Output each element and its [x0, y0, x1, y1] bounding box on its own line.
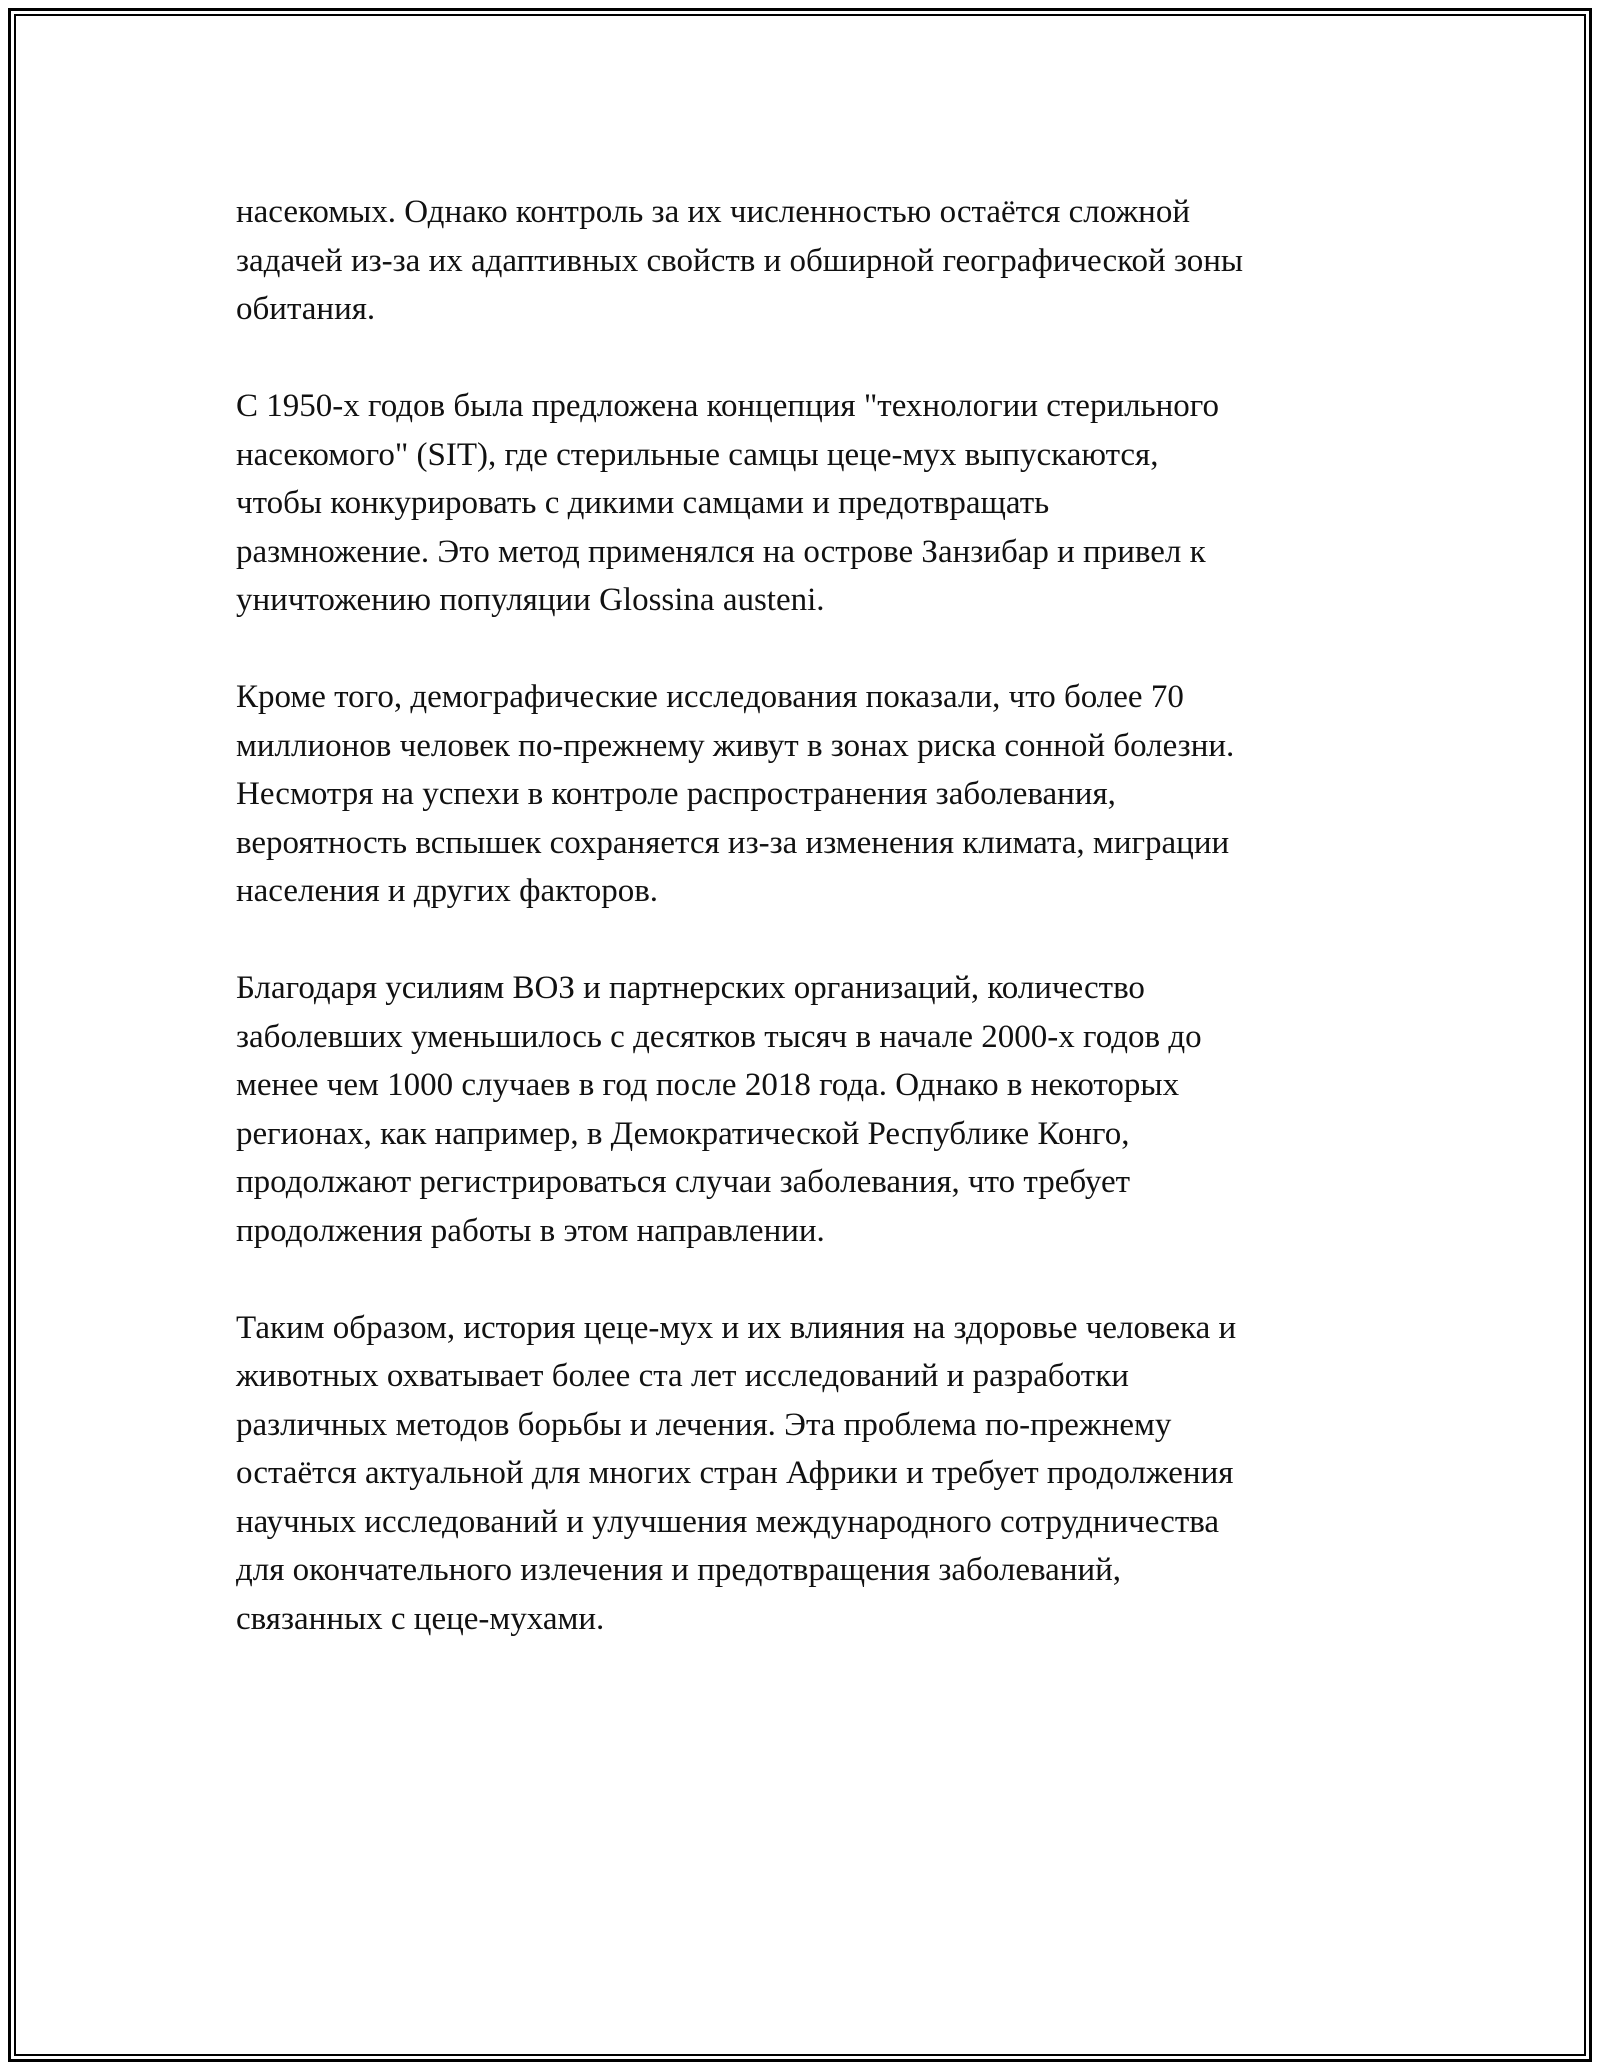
paragraph-3: Кроме того, демографические исследования показали, что более 70 миллионов человек по-прежнему живут в зонах риска сонной болезни. Несмотря на успехи в контроле распространения заболевания, вероятность вспышек сохраняется из-за изменения климата, миграции населения и других факторов.: [236, 679, 1235, 909]
paragraph-1: насекомых. Однако контроль за их численностью остаётся сложной задачей из-за их адаптивных свойств и обширной географической зоны обитания.: [236, 194, 1244, 327]
paragraph-4: Благодаря усилиям ВОЗ и партнерских организаций, количество заболевших уменьшилось с десятков тысяч в начале 2000-х годов до менее чем 1000 случаев в год после 2018 года. Однако в некоторых регионах, как например, в Демократической Республике Конго, продолжают регистрироваться случаи заболевания, что требует продолжения работы в этом направлении.: [236, 970, 1202, 1249]
paragraph-2: С 1950-х годов была предложена концепция "технологии стерильного насекомого" (SIT), где стерильные самцы цеце-мух выпускаются, чтобы конкурировать с дикими самцами и предотвращать размножение. Это метод применялся на острове Занзибар и привел к уничтожению популяции Glossina austeni.: [236, 388, 1219, 618]
paragraph-5: Таким образом, история цеце-мух и их влияния на здоровье человека и животных охватывает более ста лет исследований и разработки различных методов борьбы и лечения. Эта проблема по-прежнему остаётся актуальной для многих стран Африки и требует продолжения научных исследований и улучшения международного сотрудничества для окончательного излечения и предотвращения заболеваний, связанных с цеце-мухами.: [236, 1309, 1237, 1637]
document-body: [236, 188, 1366, 1643]
